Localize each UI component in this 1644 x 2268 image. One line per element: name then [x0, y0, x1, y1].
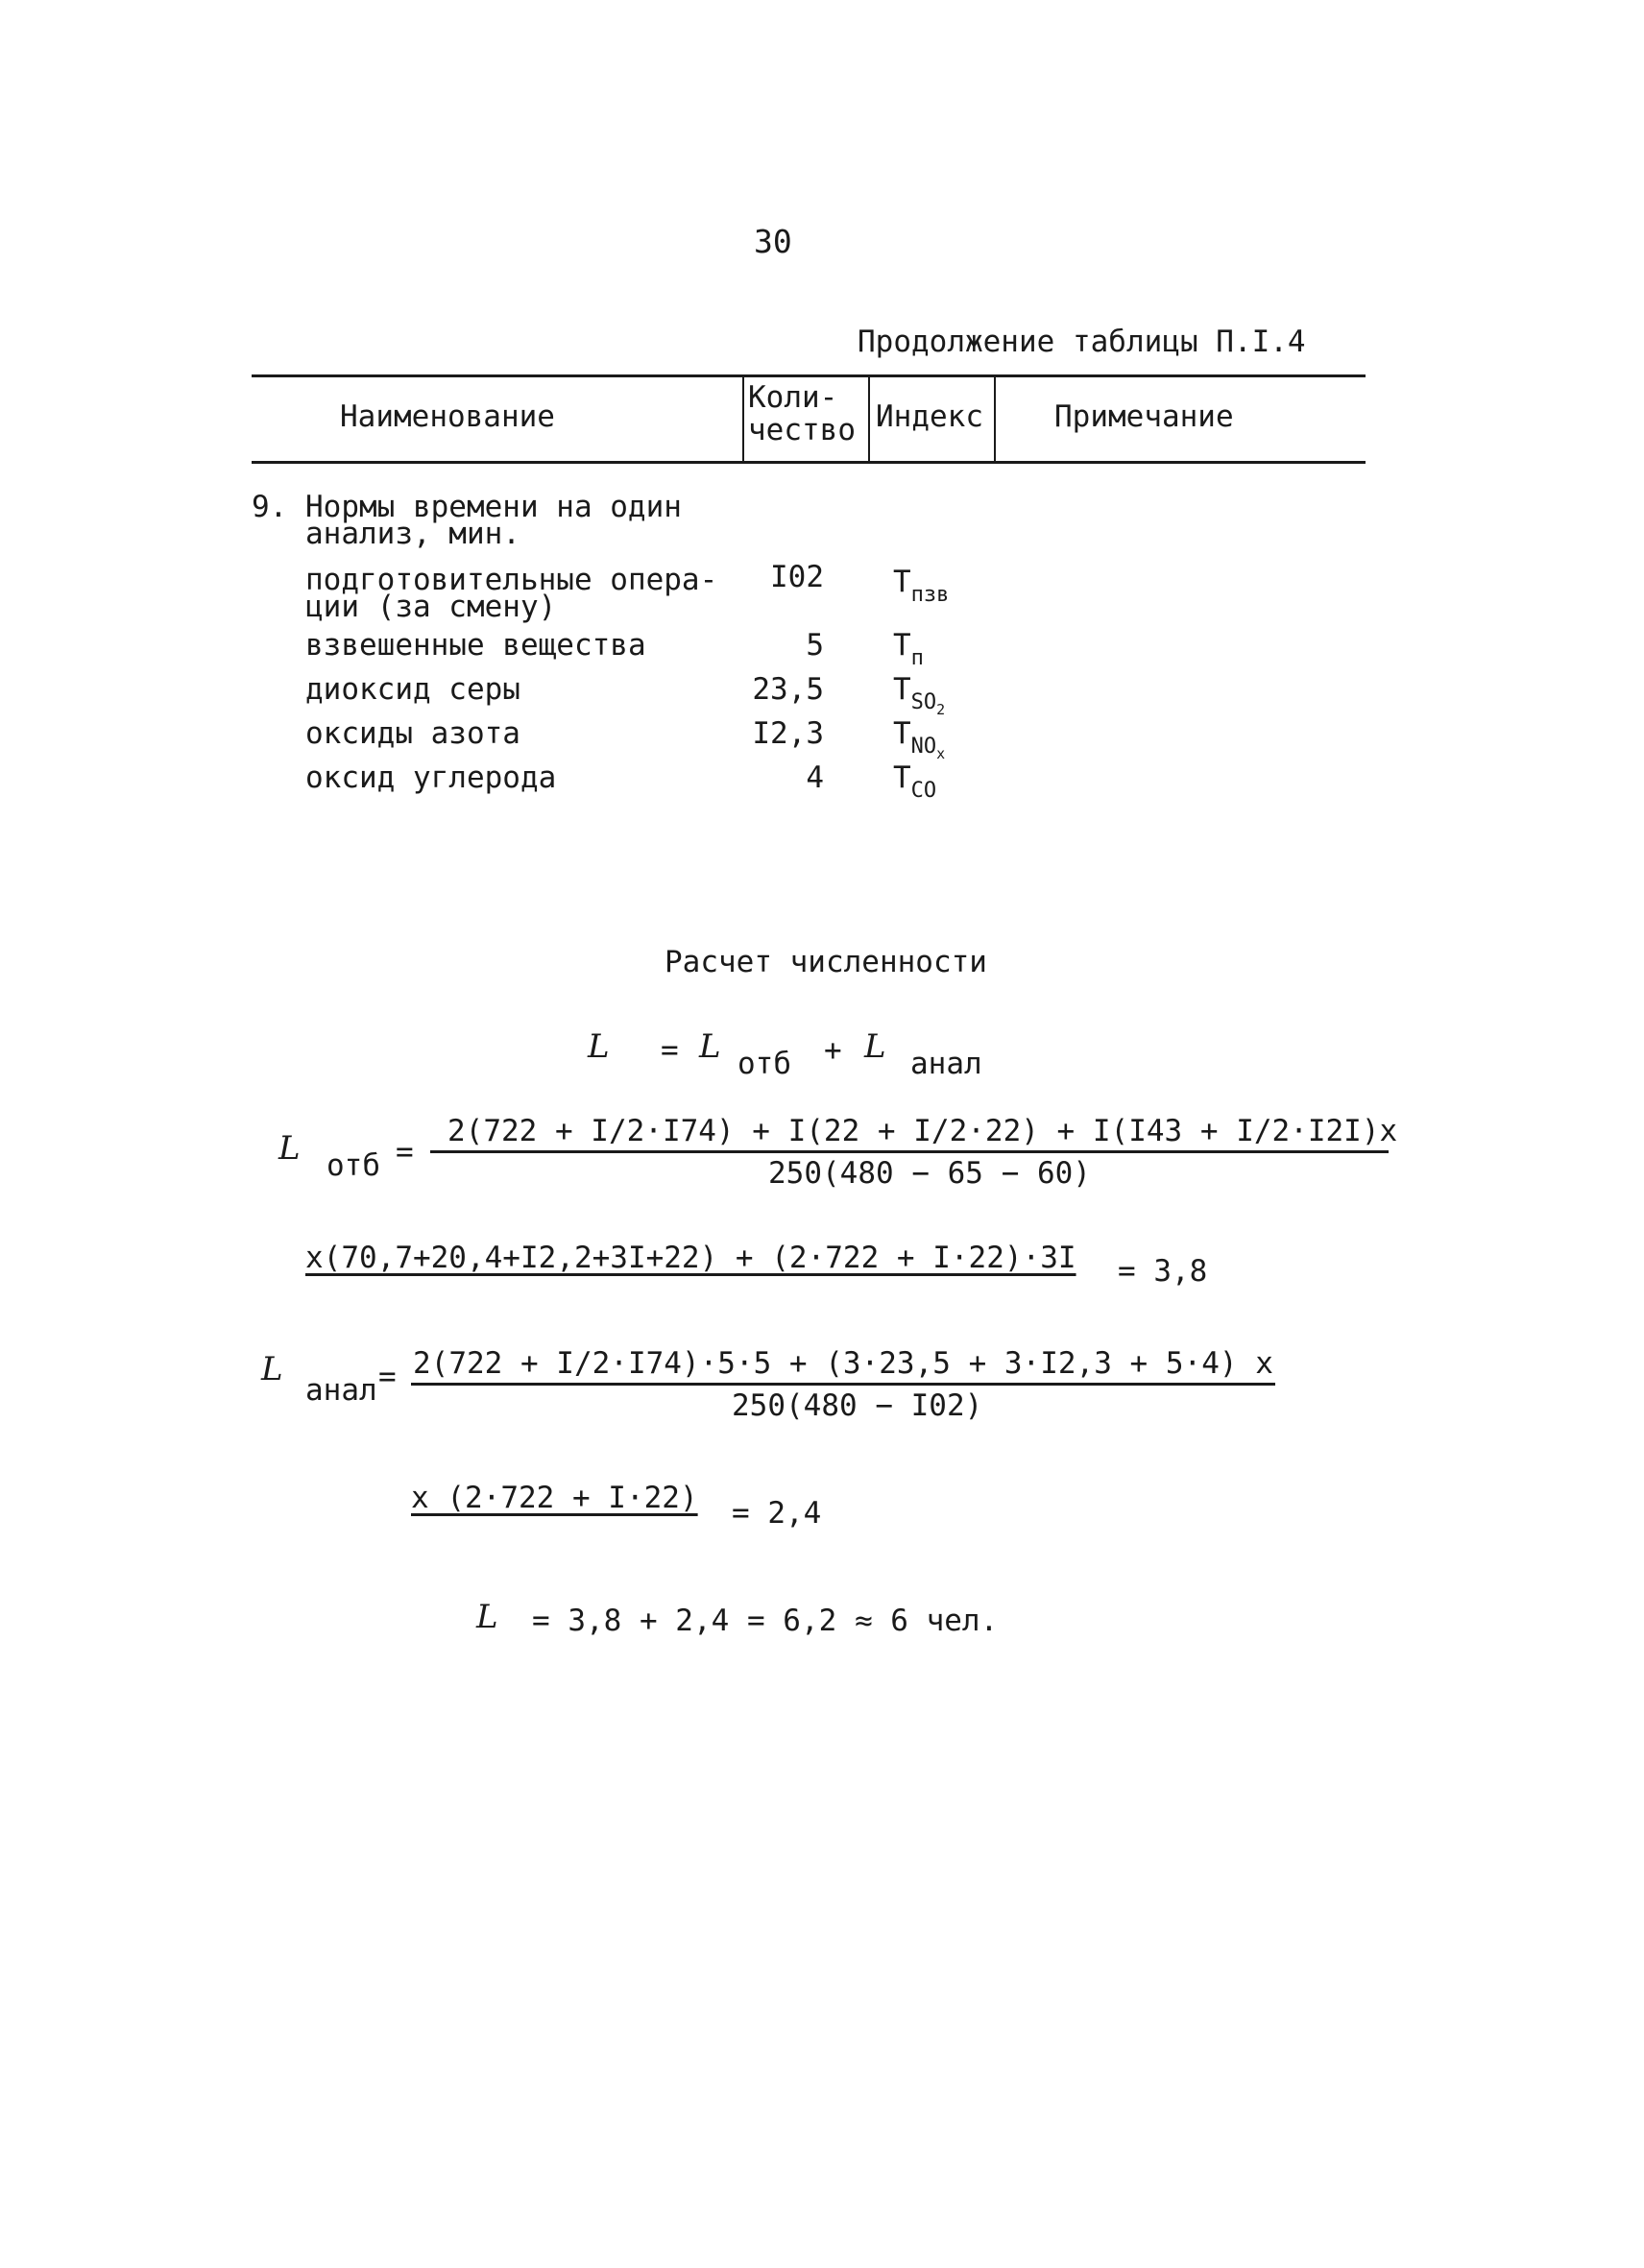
fraction-line: [411, 1383, 1275, 1386]
section-title-line1: 9. Нормы времени на один: [252, 490, 682, 524]
row-name: оксиды азота: [305, 716, 520, 751]
anal-result: = 2,4: [732, 1496, 822, 1531]
row-qty: I2,3: [752, 716, 824, 751]
header-qty-line2: чество: [748, 413, 856, 447]
row-qty: 4: [806, 760, 824, 795]
row-index: $T_п$: [893, 628, 924, 670]
row-name: оксид углерода: [305, 760, 557, 795]
table-top-rule: [252, 374, 1366, 377]
anal-numerator: 2(722 + I/2·I74)·5·5 + (3·23,5 + 3·I2,3 + 5·4) x: [413, 1346, 1273, 1381]
subscript-otb: отб: [737, 1047, 791, 1081]
anal-numerator-continuation: x (2·722 + I·22): [411, 1481, 698, 1515]
page-number: 30: [754, 223, 792, 260]
row-index: $T_{CO}$: [893, 760, 937, 803]
l-symbol: L: [261, 1350, 283, 1388]
table-header-rule: [252, 461, 1366, 464]
equals-sign: =: [396, 1135, 414, 1170]
row-name: взвешенные вещества: [305, 628, 646, 663]
otb-numerator-continuation: x(70,7+20,4+I2,2+3I+22) + (2·722 + I·22)·3I: [305, 1241, 1076, 1275]
otb-denominator: 250(480 − 65 − 60): [768, 1156, 1091, 1191]
table-caption: Продолжение таблицы П.I.4: [858, 325, 1306, 359]
row-qty: 5: [806, 628, 824, 663]
row-index: $T_{NO_x}$: [893, 716, 946, 762]
subscript-otb: отб: [326, 1148, 380, 1183]
header-index: Индекс: [876, 399, 983, 434]
subscript-anal: анал: [910, 1047, 982, 1081]
row-index: $T_{SO_2}$: [893, 672, 946, 718]
row-qty: 23,5: [752, 672, 824, 707]
column-separator: [742, 376, 744, 461]
row-name-cont: ции (за смену): [305, 590, 557, 624]
plus-sign: +: [824, 1033, 842, 1068]
l-symbol: L: [864, 1027, 886, 1066]
equals-sign: =: [378, 1360, 397, 1394]
header-qty-line1: Коли-: [748, 380, 838, 415]
l-symbol: L: [699, 1027, 721, 1066]
section-title-line2: анализ, мин.: [305, 517, 520, 551]
otb-numerator: 2(722 + I/2·I74) + I(22 + I/2·22) + I(I43 + I/2·I2I)x: [447, 1114, 1398, 1148]
header-name: Наименование: [340, 399, 555, 434]
l-symbol: L: [278, 1129, 301, 1168]
equals-sign: =: [661, 1033, 679, 1068]
subscript-anal: анал: [305, 1373, 377, 1408]
row-name: подготовительные опера-: [305, 563, 718, 597]
otb-result: = 3,8: [1118, 1254, 1208, 1289]
fraction-line: [430, 1150, 1389, 1153]
header-note: Примечание: [1054, 399, 1234, 434]
calc-heading: Расчет численности: [665, 945, 987, 979]
row-index: $T_{пзв}$: [893, 565, 950, 607]
row-name: диоксид серы: [305, 672, 520, 707]
l-symbol: L: [588, 1027, 610, 1066]
final-result: = 3,8 + 2,4 = 6,2 ≈ 6 чел.: [532, 1604, 999, 1638]
column-separator: [868, 376, 870, 461]
l-symbol: L: [476, 1598, 498, 1636]
column-separator: [994, 376, 996, 461]
row-qty: I02: [770, 560, 824, 594]
anal-denominator: 250(480 − I02): [732, 1388, 983, 1423]
